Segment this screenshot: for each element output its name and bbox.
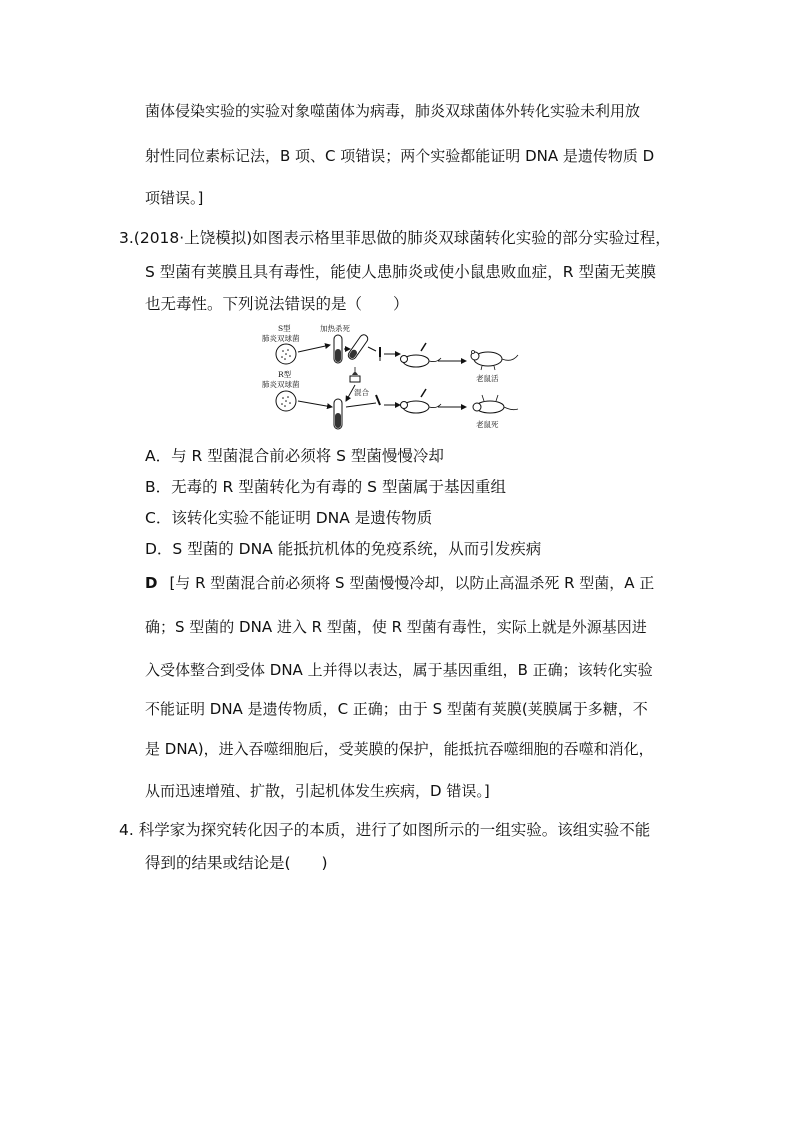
s-petri-dish-icon — [276, 344, 296, 364]
q3-answer-line-1-text: [与 R 型菌混合前必须将 S 型菌慢慢冷却，以防止高温杀死 R 型菌，A 正 — [169, 574, 655, 592]
fig-s-type-label: S型 — [278, 324, 291, 333]
fig-mouse-alive-label: 老鼠活 — [476, 374, 499, 383]
tilted-test-tube-icon — [347, 333, 370, 361]
q4-stem-line-1: 4. 科学家为探究转化因子的本质，进行了如图所示的一组实验。该组实验不能 — [119, 821, 651, 839]
prev-answer-line-3: 项错误。] — [145, 189, 204, 207]
fig-mouse-dead-label: 老鼠死 — [476, 420, 499, 429]
q3-option-b: B．无毒的 R 型菌转化为有毒的 S 型菌属于基因重组 — [145, 478, 506, 496]
fig-r-name-label: 肺炎双球菌 — [262, 380, 300, 389]
fig-s-name-label: 肺炎双球菌 — [262, 334, 300, 343]
prev-answer-line-1: 菌体侵染实验的实验对象噬菌体为病毒，肺炎双球菌体外转化实验未利用放 — [145, 102, 641, 120]
s-test-tube-icon — [334, 335, 342, 363]
q4-stem-line-2: 得到的结果或结论是( ) — [145, 854, 328, 872]
syringe-icon-bottom — [376, 395, 380, 405]
fig-heat-kill-label: 加热杀死 — [320, 324, 350, 333]
q3-option-a: A．与 R 型菌混合前必须将 S 型菌慢慢冷却 — [145, 447, 444, 465]
q3-option-d: D．S 型菌的 DNA 能抵抗机体的免疫系统，从而引发疾病 — [145, 540, 542, 558]
fig-r-type-label: R型 — [278, 370, 292, 379]
q3-answer-line-4: 不能证明 DNA 是遗传物质，C 正确；由于 S 型菌有荚膜(荚膜属于多糖，不 — [145, 700, 648, 718]
mouse-injected-bottom-icon — [401, 389, 442, 413]
mouse-dead-icon — [473, 395, 518, 413]
fig-mix-label: 混合 — [354, 388, 369, 397]
q3-stem-line-1: 3.(2018·上饶模拟)如图表示格里菲思做的肺炎双球菌转化实验的部分实验过程， — [119, 229, 671, 247]
q3-stem-line-3: 也无毒性。下列说法错误的是（ ） — [145, 295, 409, 313]
mouse-injected-top-icon — [401, 343, 442, 367]
mouse-alive-icon — [471, 351, 518, 371]
burner-icon — [350, 372, 360, 382]
q3-answer-letter: D — [145, 574, 158, 592]
q3-answer-line-2: 确；S 型菌的 DNA 进入 R 型菌，使 R 型菌有毒性，实际上就是外源基因进 — [145, 618, 647, 636]
q3-answer-line-6: 从而迅速增殖、扩散，引起机体发生疾病，D 错误。] — [145, 782, 490, 800]
q3-answer-line-3: 入受体整合到受体 DNA 上并得以表达，属于基因重组，B 正确；该转化实验 — [145, 661, 653, 679]
r-test-tube-icon — [334, 399, 342, 429]
q3-stem-line-2: S 型菌有荚膜且具有毒性，能使人患肺炎或使小鼠患败血症，R 型菌无荚膜 — [145, 263, 656, 281]
q3-option-c: C．该转化实验不能证明 DNA 是遗传物质 — [145, 509, 433, 527]
q3-griffith-experiment-figure — [256, 321, 532, 435]
q3-answer-line-1 — [145, 573, 654, 593]
prev-answer-line-2: 射性同位素标记法，B 项、C 项错误；两个实验都能证明 DNA 是遗传物质 D — [145, 147, 655, 165]
q3-answer-line-5: 是 DNA)，进入吞噬细胞后，受荚膜的保护，能抵抗吞噬细胞的吞噬和消化， — [145, 740, 654, 758]
r-petri-dish-icon — [276, 391, 296, 411]
